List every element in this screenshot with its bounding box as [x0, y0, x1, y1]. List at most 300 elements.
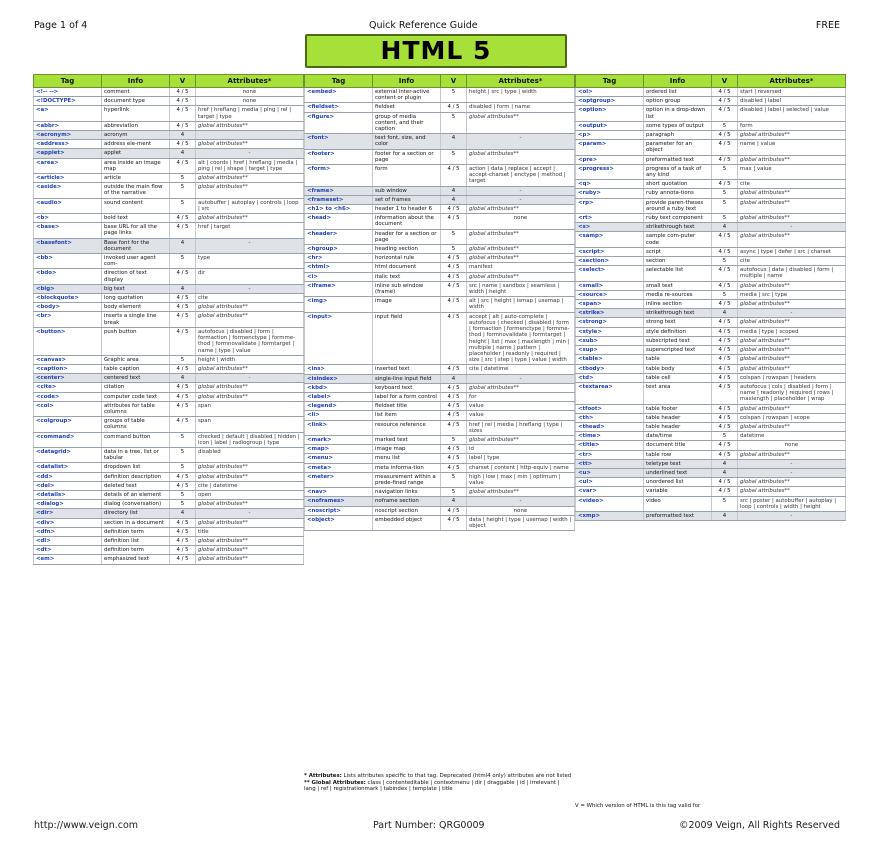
- tag-cell: <caption>: [34, 364, 102, 373]
- version-cell: 4 / 5: [712, 487, 738, 496]
- info-cell: push button: [102, 327, 170, 355]
- version-cell: 4 / 5: [712, 180, 738, 189]
- info-cell: sub window: [373, 186, 441, 195]
- info-cell: table: [644, 355, 712, 364]
- tag-cell: <style>: [576, 327, 644, 336]
- tag-cell: <dd>: [34, 472, 102, 481]
- tag-cell: <center>: [34, 374, 102, 383]
- tag-cell: <col>: [34, 401, 102, 416]
- copyright: ©2009 Veign, All Rights Reserved: [678, 820, 840, 831]
- info-cell: applet: [102, 149, 170, 158]
- part-number: Part Number: QRG0009: [373, 820, 485, 831]
- info-cell: teletype text: [644, 459, 712, 468]
- table-row: [34, 447, 304, 462]
- version-cell: 4 / 5: [170, 294, 196, 303]
- tag-cell: <acronym>: [34, 131, 102, 140]
- tag-cell: <ul>: [576, 478, 644, 487]
- tag-cell: <time>: [576, 432, 644, 441]
- info-cell: header 1 to header 6: [373, 205, 441, 214]
- tag-cell: <param>: [576, 140, 644, 155]
- table-row: [305, 383, 575, 392]
- info-cell: list item: [373, 411, 441, 420]
- attributes-cell: href | hreflang | media | ping | rel | target | type: [196, 106, 304, 121]
- tag-cell: <del>: [34, 481, 102, 490]
- table-row: [305, 186, 575, 195]
- attributes-cell: async | type | defer | src | charset: [738, 247, 846, 256]
- attributes-cell: src | poster | autobuffer | autoplay | loop | controls | width | height: [738, 496, 846, 511]
- info-cell: deleted text: [102, 481, 170, 490]
- version-cell: 4 / 5: [170, 312, 196, 327]
- info-cell: superscripted text: [644, 346, 712, 355]
- attributes-cell: data | height | type | usemap | width | object: [467, 515, 575, 530]
- attributes-cell: global attributes**: [467, 112, 575, 134]
- info-cell: article: [102, 174, 170, 183]
- attributes-cell: -: [196, 509, 304, 518]
- tag-cell: <b>: [34, 214, 102, 223]
- table-row: [576, 155, 846, 164]
- version-cell: 5: [441, 472, 467, 487]
- table-row: [305, 365, 575, 374]
- info-cell: comment: [102, 88, 170, 97]
- info-cell: noframe section: [373, 497, 441, 506]
- version-cell: 4 / 5: [712, 450, 738, 459]
- attributes-cell: -: [467, 374, 575, 383]
- attributes-cell: manifest: [467, 263, 575, 272]
- info-cell: definition term: [102, 546, 170, 555]
- tag-cell: <kbd>: [305, 383, 373, 392]
- info-cell: meta informa-tion: [373, 463, 441, 472]
- attributes-cell: -: [467, 195, 575, 204]
- tag-cell: <sup>: [576, 346, 644, 355]
- attributes-cell: global attributes**: [738, 450, 846, 459]
- table-row: [305, 263, 575, 272]
- info-cell: fieldset title: [373, 402, 441, 411]
- table-row: [34, 401, 304, 416]
- version-cell: 5: [441, 112, 467, 134]
- version-cell: 4: [170, 509, 196, 518]
- tag-cell: <aside>: [34, 183, 102, 198]
- version-cell: 4: [441, 374, 467, 383]
- tag-cell: <!DOCTYPE>: [34, 97, 102, 106]
- tag-cell: <font>: [305, 134, 373, 149]
- info-cell: ordered list: [644, 88, 712, 97]
- info-cell: definition description: [102, 472, 170, 481]
- info-cell: document title: [644, 441, 712, 450]
- info-cell: unordered list: [644, 478, 712, 487]
- tag-cell: <dir>: [34, 509, 102, 518]
- header-version: V: [712, 75, 738, 88]
- table-row: [305, 245, 575, 254]
- tag-cell: <mark>: [305, 435, 373, 444]
- info-cell: table header: [644, 413, 712, 422]
- attributes-cell: -: [738, 511, 846, 520]
- version-cell: 4 / 5: [441, 463, 467, 472]
- attributes-cell: global attributes**: [196, 364, 304, 373]
- table-row: [34, 254, 304, 269]
- info-cell: emphasized text: [102, 555, 170, 564]
- info-cell: dialog (conversation): [102, 500, 170, 509]
- attributes-cell: global attributes**: [196, 518, 304, 527]
- table-row: [305, 435, 575, 444]
- tag-cell: <link>: [305, 420, 373, 435]
- table-row: [34, 518, 304, 527]
- info-cell: table cell: [644, 373, 712, 382]
- tag-cell: <i>: [305, 272, 373, 281]
- info-cell: information about the document: [373, 214, 441, 229]
- table-row: [34, 149, 304, 158]
- header-info: Info: [644, 75, 712, 88]
- attributes-cell: global attributes**: [467, 229, 575, 244]
- info-cell: form: [373, 165, 441, 187]
- tag-cell: <div>: [34, 518, 102, 527]
- version-cell: 5: [170, 463, 196, 472]
- page-number: Page 1 of 4: [34, 20, 88, 31]
- info-cell: set of frames: [373, 195, 441, 204]
- tag-cell: <span>: [576, 300, 644, 309]
- table-row: [34, 303, 304, 312]
- html5-banner: [305, 34, 567, 68]
- version-cell: 4: [712, 309, 738, 318]
- tag-cell: <nav>: [305, 488, 373, 497]
- version-cell: 5: [170, 500, 196, 509]
- info-cell: table caption: [102, 364, 170, 373]
- info-cell: strong text: [644, 318, 712, 327]
- info-cell: variable: [644, 487, 712, 496]
- version-cell: 4 / 5: [441, 272, 467, 281]
- info-cell: noscript section: [373, 506, 441, 515]
- header-attributes: Attributes*: [738, 75, 846, 88]
- tag-cell: <u>: [576, 468, 644, 477]
- table-row: [576, 459, 846, 468]
- attributes-cell: global attributes**: [196, 546, 304, 555]
- tag-cell: <input>: [305, 312, 373, 365]
- table-row: [305, 229, 575, 244]
- attributes-cell: global attributes**: [467, 149, 575, 164]
- info-cell: navigation links: [373, 488, 441, 497]
- attributes-cell: global attributes**: [738, 364, 846, 373]
- attributes-cell: high | low | max | min | optimum | value: [467, 472, 575, 487]
- version-cell: 4 / 5: [441, 254, 467, 263]
- tag-cell: <output>: [576, 121, 644, 130]
- version-cell: 4 / 5: [170, 401, 196, 416]
- footer-url[interactable]: http://www.veign.com: [34, 820, 139, 831]
- tag-cell: <small>: [576, 281, 644, 290]
- version-cell: 4: [170, 131, 196, 140]
- info-cell: long quotation: [102, 294, 170, 303]
- tag-cell: <p>: [576, 131, 644, 140]
- version-cell: 5: [170, 174, 196, 183]
- attributes-cell: global attributes**: [196, 555, 304, 564]
- reference-column-1: [33, 74, 303, 565]
- attributes-cell: type: [196, 254, 304, 269]
- tag-table: [33, 74, 304, 565]
- tag-cell: <tt>: [576, 459, 644, 468]
- attributes-cell: height | width: [196, 355, 304, 364]
- table-row: [34, 214, 304, 223]
- version-cell: 4 / 5: [712, 441, 738, 450]
- tag-cell: <meta>: [305, 463, 373, 472]
- attributes-cell: global attributes**: [738, 198, 846, 213]
- version-cell: 4: [712, 223, 738, 232]
- attributes-cell: global attributes**: [196, 536, 304, 545]
- table-row: [305, 205, 575, 214]
- version-cell: 4 / 5: [441, 297, 467, 312]
- attributes-cell: global attributes**: [196, 463, 304, 472]
- info-cell: single-line input field: [373, 374, 441, 383]
- tag-cell: <textarea>: [576, 382, 644, 404]
- tag-cell: <s>: [576, 223, 644, 232]
- info-cell: table header: [644, 422, 712, 431]
- version-cell: 5: [441, 245, 467, 254]
- header-tag: Tag: [34, 75, 102, 88]
- version-cell: 4 / 5: [441, 281, 467, 296]
- attributes-cell: height | src | type | width: [467, 88, 575, 103]
- attributes-cell: -: [738, 309, 846, 318]
- info-cell: option group: [644, 97, 712, 106]
- table-row: [576, 247, 846, 256]
- table-row: [576, 266, 846, 281]
- info-cell: citation: [102, 383, 170, 392]
- table-row: [305, 195, 575, 204]
- version-cell: 4 / 5: [441, 312, 467, 365]
- version-cell: 4: [712, 459, 738, 468]
- tag-cell: <bdo>: [34, 269, 102, 284]
- info-cell: table footer: [644, 404, 712, 413]
- version-cell: 4 / 5: [712, 140, 738, 155]
- version-cell: 4 / 5: [170, 383, 196, 392]
- info-cell: ruby annota-tions: [644, 189, 712, 198]
- attributes-cell: autofocus | cols | disabled | form | name | readonly | required | rows | maxlength | placeholder | wrap: [738, 382, 846, 404]
- attributes-cell: global attributes**: [467, 254, 575, 263]
- table-row: [34, 392, 304, 401]
- tag-cell: <noscript>: [305, 506, 373, 515]
- table-row: [34, 481, 304, 490]
- table-row: [305, 254, 575, 263]
- attributes-cell: cite: [196, 294, 304, 303]
- info-cell: command button: [102, 432, 170, 447]
- tag-cell: <sub>: [576, 336, 644, 345]
- info-cell: attributes for table columns: [102, 401, 170, 416]
- attributes-cell: global attributes**: [196, 183, 304, 198]
- attributes-cell: open: [196, 490, 304, 499]
- info-cell: date/time: [644, 432, 712, 441]
- version-cell: 4: [170, 284, 196, 293]
- global-attributes-note-label: ** Global Attributes:: [304, 779, 366, 786]
- info-cell: abbreviation: [102, 121, 170, 130]
- version-cell: 4 / 5: [712, 88, 738, 97]
- attributes-cell: -: [467, 497, 575, 506]
- tag-cell: <frameset>: [305, 195, 373, 204]
- attributes-cell: src | name | sandbox | seamless | width | height: [467, 281, 575, 296]
- reference-column-2: [304, 74, 574, 531]
- table-row: [34, 106, 304, 121]
- table-row: [305, 392, 575, 401]
- attributes-cell: -: [738, 223, 846, 232]
- info-cell: external inter-active content or plugin: [373, 88, 441, 103]
- version-cell: 4 / 5: [170, 88, 196, 97]
- version-cell: 4 / 5: [170, 417, 196, 432]
- attributes-cell: -: [196, 238, 304, 253]
- reference-column-3: [575, 74, 845, 521]
- tag-cell: <button>: [34, 327, 102, 355]
- tag-cell: <video>: [576, 496, 644, 511]
- attributes-cell: dir: [196, 269, 304, 284]
- info-cell: horizontal rule: [373, 254, 441, 263]
- attributes-cell: -: [467, 186, 575, 195]
- table-row: [576, 88, 846, 97]
- tag-table: [304, 74, 575, 531]
- version-cell: 4 / 5: [712, 300, 738, 309]
- table-row: [576, 189, 846, 198]
- version-cell: 4 / 5: [170, 303, 196, 312]
- table-row: [34, 312, 304, 327]
- version-cell: 5: [712, 496, 738, 511]
- attributes-cell: none: [196, 97, 304, 106]
- version-cell: 5: [170, 447, 196, 462]
- attributes-cell: -: [467, 134, 575, 149]
- version-cell: 5: [441, 435, 467, 444]
- table-row: [305, 165, 575, 187]
- version-cell: 4 / 5: [712, 232, 738, 247]
- attributes-note-text: Lists attributes specific to that tag. Deprecated (html4 only) attributes are not listed: [341, 773, 572, 779]
- tag-cell: <big>: [34, 284, 102, 293]
- attributes-cell: media | src | type: [738, 290, 846, 299]
- info-cell: outside the main flow of the narrative: [102, 183, 170, 198]
- version-cell: 4 / 5: [170, 364, 196, 373]
- attributes-cell: global attributes**: [196, 383, 304, 392]
- attributes-cell: global attributes**: [738, 404, 846, 413]
- table-row: [576, 478, 846, 487]
- attributes-cell: global attributes**: [738, 318, 846, 327]
- info-cell: option in a drop-down list: [644, 106, 712, 121]
- tag-cell: <iframe>: [305, 281, 373, 296]
- table-row: [34, 364, 304, 373]
- attributes-cell: none: [196, 88, 304, 97]
- table-row: [576, 131, 846, 140]
- version-cell: 5: [441, 88, 467, 103]
- version-cell: 5: [712, 214, 738, 223]
- version-cell: 4: [441, 134, 467, 149]
- version-cell: 4 / 5: [712, 346, 738, 355]
- attributes-cell: alt | coords | href | hreflang | media | ping | rel | shape | target | type: [196, 158, 304, 173]
- table-row: [34, 88, 304, 97]
- attributes-cell: form: [738, 121, 846, 130]
- info-cell: image: [373, 297, 441, 312]
- attributes-cell: global attributes**: [738, 155, 846, 164]
- table-row: [576, 164, 846, 179]
- tag-cell: <select>: [576, 266, 644, 281]
- attributes-cell: global attributes**: [738, 346, 846, 355]
- tag-cell: <source>: [576, 290, 644, 299]
- attributes-cell: global attributes**: [467, 245, 575, 254]
- attributes-cell: global attributes**: [738, 189, 846, 198]
- tag-cell: <details>: [34, 490, 102, 499]
- version-cell: 4 / 5: [712, 131, 738, 140]
- table-row: [576, 413, 846, 422]
- table-row: [576, 382, 846, 404]
- info-cell: text area: [644, 382, 712, 404]
- version-cell: 4: [712, 468, 738, 477]
- attributes-cell: global attributes**: [738, 478, 846, 487]
- version-cell: 4 / 5: [441, 392, 467, 401]
- table-row: [576, 214, 846, 223]
- tag-cell: <table>: [576, 355, 644, 364]
- attributes-cell: cite | datetime: [467, 365, 575, 374]
- tag-cell: <tbody>: [576, 364, 644, 373]
- table-row: [305, 149, 575, 164]
- tag-cell: <th>: [576, 413, 644, 422]
- table-row: [305, 214, 575, 229]
- info-cell: style definition: [644, 327, 712, 336]
- version-cell: 4 / 5: [441, 402, 467, 411]
- table-row: [576, 232, 846, 247]
- attributes-cell: autofocus | data | disabled | form | multiple | name: [738, 266, 846, 281]
- table-row: [34, 198, 304, 213]
- info-cell: inline sub window (frame): [373, 281, 441, 296]
- info-cell: short quotation: [644, 180, 712, 189]
- version-cell: 5: [170, 183, 196, 198]
- info-cell: strikethrough text: [644, 309, 712, 318]
- table-row: [34, 355, 304, 364]
- info-cell: section in a document: [102, 518, 170, 527]
- header-attributes: Attributes*: [196, 75, 304, 88]
- header-attributes: Attributes*: [467, 75, 575, 88]
- version-cell: 4 / 5: [712, 327, 738, 336]
- table-row: [305, 420, 575, 435]
- table-row: [34, 238, 304, 253]
- tag-cell: <head>: [305, 214, 373, 229]
- info-cell: data in a tree, list or tabular: [102, 447, 170, 462]
- table-row: [305, 497, 575, 506]
- attributes-note-label: * Attributes:: [304, 773, 342, 779]
- info-cell: image map: [373, 445, 441, 454]
- table-header-row: [305, 75, 575, 88]
- version-cell: 4 / 5: [712, 97, 738, 106]
- info-cell: video: [644, 496, 712, 511]
- tag-cell: <xmp>: [576, 511, 644, 520]
- tag-cell: <tr>: [576, 450, 644, 459]
- tag-cell: <form>: [305, 165, 373, 187]
- table-row: [576, 121, 846, 130]
- attributes-cell: global attributes**: [738, 355, 846, 364]
- attributes-cell: disabled: [196, 447, 304, 462]
- table-row: [305, 281, 575, 296]
- table-row: [576, 106, 846, 121]
- info-cell: document type: [102, 97, 170, 106]
- info-cell: parameter for an object: [644, 140, 712, 155]
- table-row: [305, 272, 575, 281]
- table-row: [576, 140, 846, 155]
- version-cell: 4 / 5: [712, 478, 738, 487]
- tag-cell: <pre>: [576, 155, 644, 164]
- attributes-cell: colspan | rowspan | headers: [738, 373, 846, 382]
- table-header-row: [34, 75, 304, 88]
- tag-cell: <bb>: [34, 254, 102, 269]
- version-cell: 4 / 5: [170, 527, 196, 536]
- info-cell: ruby text component: [644, 214, 712, 223]
- info-cell: embedded object: [373, 515, 441, 530]
- info-cell: group of media content, and their caption: [373, 112, 441, 134]
- table-row: [34, 500, 304, 509]
- attributes-cell: disabled | label: [738, 97, 846, 106]
- info-cell: details of an element: [102, 490, 170, 499]
- tag-cell: <li>: [305, 411, 373, 420]
- version-cell: 4 / 5: [170, 546, 196, 555]
- tag-cell: <ol>: [576, 88, 644, 97]
- tag-cell: <fieldset>: [305, 103, 373, 112]
- tag-cell: <noframes>: [305, 497, 373, 506]
- header-tag: Tag: [576, 75, 644, 88]
